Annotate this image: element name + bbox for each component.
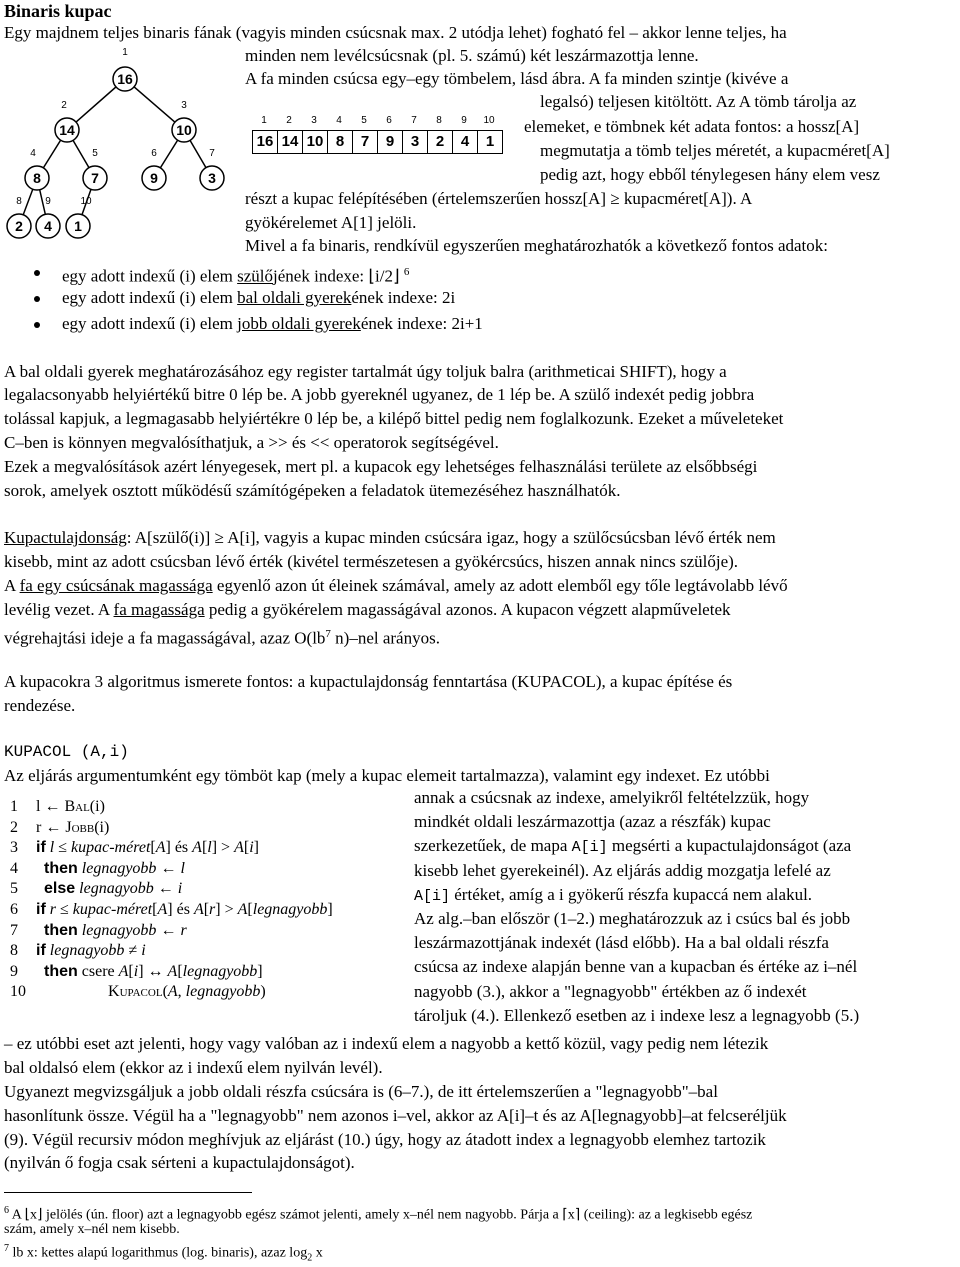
tree-node-index: 3 — [181, 100, 187, 111]
tree-node-value: 14 — [59, 122, 75, 138]
tree-node-index: 10 — [80, 196, 92, 207]
explanation-line: szerkezetűek, de mapa A[i] megsérti a kupactulajdonságot (aza — [414, 836, 852, 857]
array-index: 5 — [361, 115, 367, 126]
para-line: (9). Végül recursiv módon meghívjuk az eljárást (10.) úgy, hogy az átadott index a legnagyobb elemhez tartozik — [4, 1130, 766, 1149]
bullet-item: egy adott indexű (i) elem szülőjének indexe: ⌊i/2⌋ $^6$ — [62, 266, 410, 286]
tree-node-value: 7 — [91, 170, 99, 186]
property-line: Kupactulajdonság: A[szülő(i)] ≥ A[i], vagyis a kupac minden csúcsára igaz, hogy a szülőcsúcsban lévő érték nem — [4, 528, 776, 547]
tree-node-value: 16 — [117, 71, 133, 87]
intro-line: Egy majdnem teljes binaris fának (vagyis minden csúcsnak max. 2 utódja lehet) fogható fel – akkor lenne teljes, ha — [4, 23, 787, 42]
bullet-dot — [34, 270, 40, 276]
para-line: rendezése. — [4, 696, 76, 715]
array-index: 3 — [311, 115, 317, 126]
array-index: 9 — [461, 115, 467, 126]
para-line: – ez utóbbi eset azt jelenti, hogy vagy valóban az i indexű elem a nagyobb a kettő közül, vagy pedig nem létezik — [4, 1034, 769, 1053]
tree-node-index: 8 — [16, 196, 22, 207]
para-line: A kupacokra 3 algoritmus ismerete fontos: a kupactulajdonság fenntartása (KUPACOL), a kupac építése és — [4, 672, 733, 691]
procedure-intro: Az eljárás argumentumként egy tömböt kap (mely a kupac elemeit tartalmazza), valamint egy indexet. Ez utóbbi — [4, 766, 770, 785]
algo-line: 5 else legnagyobb ← i — [10, 880, 183, 898]
intro-line: megmutatja a tömb teljes méretét, a kupacméret[A] — [540, 141, 890, 160]
para-line: hasonlítunk össze. Végül ha a "legnagyobb" nem azonos i–vel, akkor az A[i]–t és az A[legnagyobb]–at felcseréljük — [4, 1106, 787, 1125]
procedure-heading: KUPACOL (A,i) — [4, 743, 129, 761]
tree-node-index: 7 — [209, 148, 215, 159]
array-cell: 3 — [402, 130, 428, 154]
intro-line: pedig azt, hogy ebből ténylegesen hány elem vesz — [540, 165, 880, 184]
tree-node-index: 5 — [92, 148, 98, 159]
tree-node-value: 3 — [208, 170, 216, 186]
intro-line: Mivel a fa binaris, rendkívül egyszerűen meghatározhatók a következő fontos adatok: — [245, 236, 828, 255]
tree-node-index: 9 — [45, 196, 51, 207]
array-index: 10 — [483, 115, 495, 126]
complexity-line: végrehajtási ideje a fa magasságával, azaz $O(lb^7$ n)–nel arányos. — [4, 628, 440, 648]
array-cell: 4 — [452, 130, 478, 154]
algo-line: 4 then legnagyobb ← l — [10, 859, 185, 877]
explanation-line: tároljuk (4.). Ellenkező esetben az i indexe lesz a legnagyobb (5.) — [414, 1005, 860, 1025]
intro-line: A fa minden csúcsa egy–egy tömbelem, lásd ábra. A fa minden szintje (kivéve a — [245, 69, 789, 88]
term-tree-height: fa magassága — [113, 600, 205, 619]
explanation-line: kisebb lehet gyerekeinél). Az eljárás addig mozgatja lefelé az — [414, 860, 831, 880]
para-line: sorok, amelyek osztott működésű számítógépeken a feladatok ütemezéséhez használhatók. — [4, 481, 621, 500]
para-line: A bal oldali gyerek meghatározásához egy register tartalmát úgy toljuk balra (arithmeticai SHIFT), hogy a — [4, 362, 727, 381]
para-line: C–ben is könnyen megvalósíthatjuk, a >> és << operatorok segítségével. — [4, 433, 499, 452]
para-line: bal oldalsó elem (ekkor az i indexű elem nyilván levél). — [4, 1058, 383, 1077]
array-index: 4 — [336, 115, 342, 126]
array-cell: 10 — [302, 130, 328, 154]
array-cell: 8 — [327, 130, 353, 154]
para-line: tolással kapjuk, a legmagasabb helyiértékre 0 lép be, a kilépő bittel pedig nem foglalkozunk. Ezeket a műveleteket — [4, 409, 784, 428]
algo-line: 2 r ← Jobb(i) — [10, 818, 110, 836]
bullet-item: egy adott indexű (i) elem jobb oldali gyerekének indexe: 2i+1 — [62, 314, 483, 333]
array-cell: 7 — [352, 130, 378, 154]
property-line: kisebb, mint az adott csúcsban lévő érték (kivétel természetesen a gyökércsúcs, hiszen annak nincs szülője). — [4, 552, 739, 571]
array-index: 1 — [261, 115, 267, 126]
footnote-rule — [4, 1192, 252, 1193]
bullet-dot — [34, 322, 40, 328]
tree-node-index: 2 — [61, 100, 67, 111]
intro-line: legalsó) teljesen kitöltött. Az A tömb tárolja az — [540, 92, 857, 111]
intro-line: elemeket, e tömbnek két adata fontos: a hossz[A] — [524, 117, 860, 136]
tree-node-index: 4 — [30, 148, 36, 159]
explanation-line: leszármazottjának indexét (lásd előbb). Ha a bal oldali részfa — [414, 933, 829, 953]
intro-line: gyökérelemet A[1] jelöli. — [245, 213, 417, 232]
tree-node-value: 9 — [150, 170, 158, 186]
tree-node-value: 4 — [44, 218, 52, 234]
array-cell: 1 — [477, 130, 503, 154]
array-cell: 14 — [277, 130, 303, 154]
tree-node-value: 8 — [33, 170, 41, 186]
term-node-height: fa egy csúcsának magassága — [19, 576, 213, 595]
page-title: Binaris kupac — [4, 1, 112, 21]
intro-line: részt a kupac felépítésében (értelemszerűen hossz[A] ≥ kupacméret[A]). A — [245, 189, 753, 208]
algo-line: 1 l ← Bal(i) — [10, 798, 105, 815]
intro-line: minden nem levélcsúcsnak (pl. 5. számú) két leszármazottja lenne. — [245, 46, 699, 65]
array-index: 2 — [286, 115, 292, 126]
algo-line: 9 then csere A[i] ↔ A[legnagyobb] — [10, 962, 263, 980]
algo-line: 6 if r ≤ kupac-méret[A] és A[r] > A[legnagyobb] — [10, 901, 333, 918]
tree-node-index: 1 — [122, 47, 128, 58]
explanation-line: annak a csúcsnak az indexe, amelyikről feltételzzük, hogy — [414, 788, 810, 807]
footnote-7: $^7$ lb x: kettes alapú logarithmus (log. binaris), azaz $\log_2 x$ — [4, 1243, 323, 1264]
tree-node-value: 1 — [74, 218, 82, 234]
algo-line: 8 if legnagyobb ≠ i — [10, 942, 146, 960]
array-index: 7 — [411, 115, 417, 126]
tree-node-value: 2 — [15, 218, 23, 234]
para-line: Ezek a megvalósítások azért lényegesek, mert pl. a kupacok egy lehetséges felhasználási területe az elsőbbségi — [4, 457, 758, 476]
array-index: 8 — [436, 115, 442, 126]
explanation-line: nagyobb (3.), akkor a "legnagyobb" értékben az ő indexét — [414, 981, 807, 1001]
explanation-line: A[i] értéket, amíg a i gyökerű részfa kupaccá nem alakul. — [414, 884, 813, 905]
tree-node-index: 6 — [151, 148, 157, 159]
explanation-line: csúcsa az indexe alapján benne van a kupacban és értéke az i–nél — [414, 957, 858, 977]
array-cell: 9 — [377, 130, 403, 154]
height-line: levélig vezet. A fa magassága pedig a gyökérelem magasságával azonos. A kupacon végzett alapműveletek — [4, 600, 731, 619]
footnote-6: $^6$ A ⌊x⌋ jelölés (ún. floor) azt a legnagyobb egész számot jelenti, amely x–nél nem nagyobb. Párja a ⌈x⌉ (ceiling): az a legkisebb egész — [4, 1205, 753, 1223]
footnote-6-cont: szám, amely x–nél nem kisebb. — [4, 1222, 180, 1237]
algo-line: 3 if l ≤ kupac-méret[A] és A[l] > A[i] — [10, 839, 259, 857]
height-line: A fa egy csúcsának magassága egyenlő azon út éleinek számával, amely az adott elemből egy tőle legtávolabb lévő — [4, 576, 788, 595]
array-cell: 2 — [427, 130, 453, 154]
explanation-line: Az alg.–ban először (1–2.) meghatározzuk az i csúcs bal és jobb — [414, 909, 851, 928]
array-cell: 16 — [252, 130, 278, 154]
bullet-dot — [34, 296, 40, 302]
array-index: 6 — [386, 115, 392, 126]
para-line: (nyilván ő fogja csak sérteni a kupactulajdonságot). — [4, 1153, 355, 1172]
algo-line: 10 Kupacol(A, legnagyobb) — [10, 983, 266, 1001]
para-line: legalacsonyabb helyiértékű bitre 0 lép be. A jobb gyereknél ugyanez, de 1 lép be. A szülő indexét pedig jobbra — [4, 385, 755, 404]
para-line: Ugyanezt megvizsgáljuk a jobb oldali részfa csúcsára is (6–7.), de itt értelemszerűen a "legnagyobb"–bal — [4, 1082, 718, 1101]
heap-tree-diagram — [0, 44, 240, 244]
term-kupactulajdonsag: Kupactulajdonság — [4, 528, 127, 547]
explanation-line: mindkét oldali leszármazottja (azaz a részfák) kupac — [414, 812, 771, 832]
bullet-item: egy adott indexű (i) elem bal oldali gyerekének indexe: 2i — [62, 288, 456, 307]
algo-line: 7 then legnagyobb ← r — [10, 921, 187, 939]
tree-node-value: 10 — [176, 122, 192, 138]
